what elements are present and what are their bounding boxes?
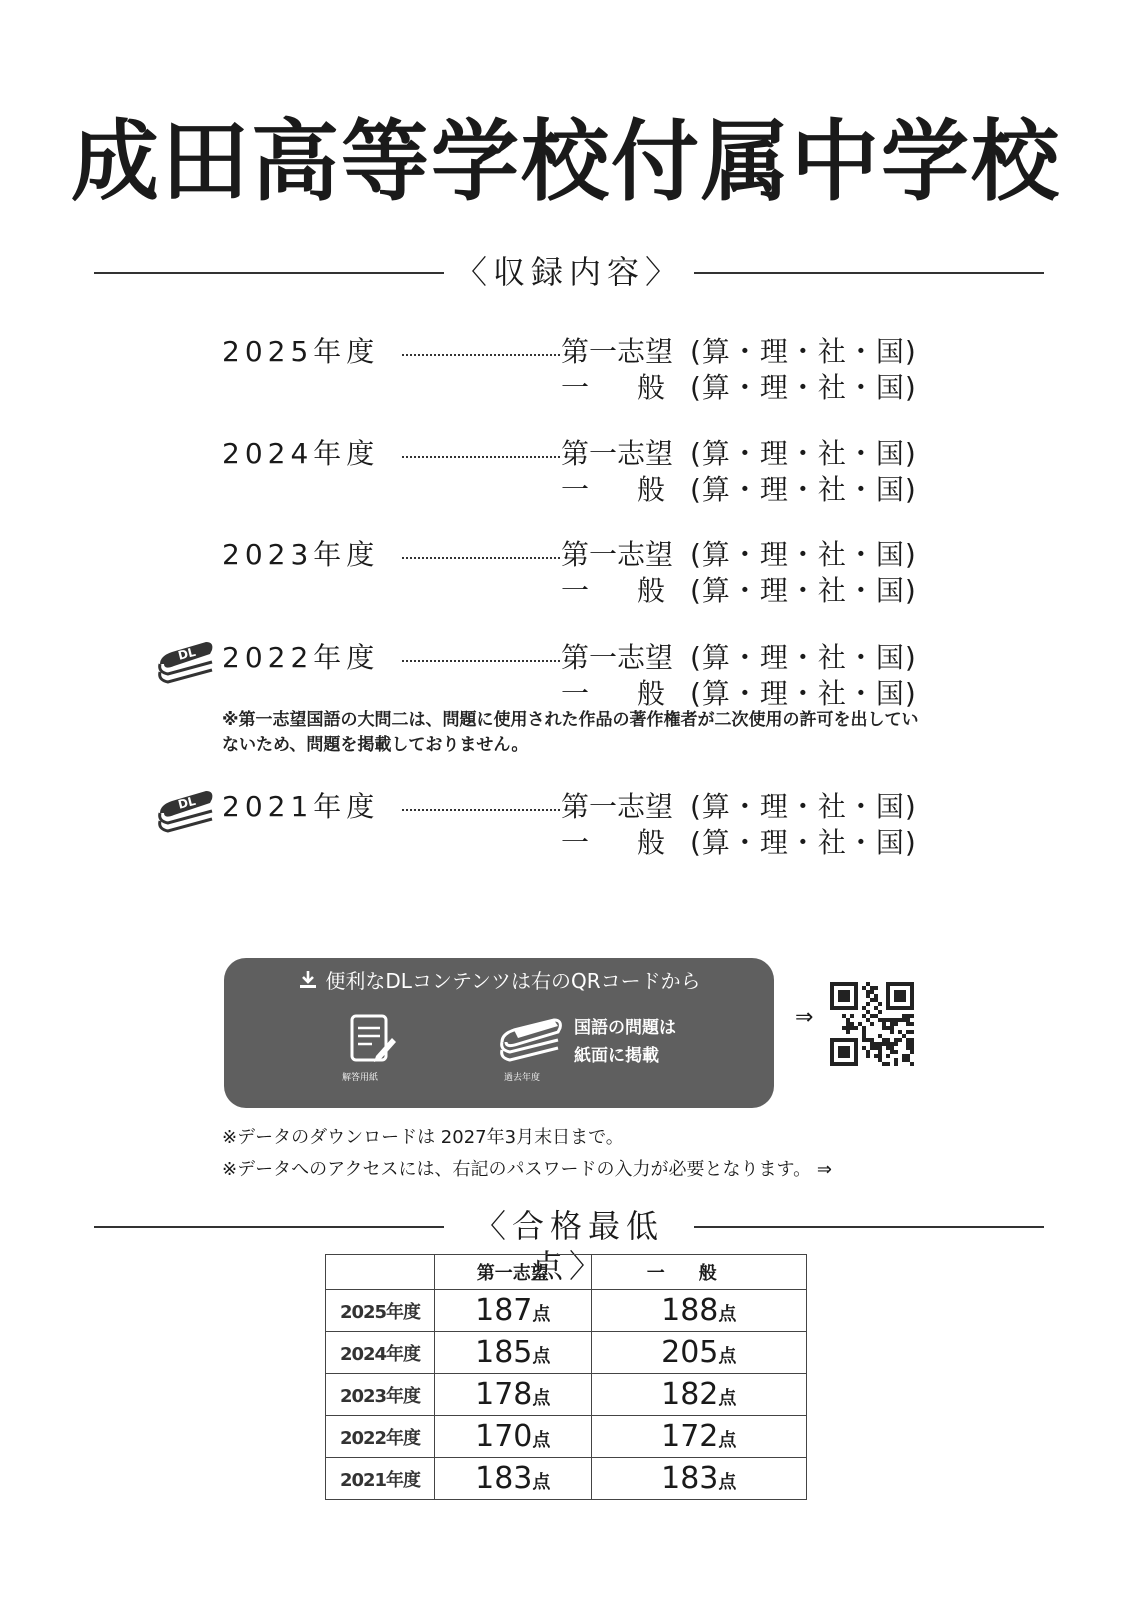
score-cell <box>435 1374 592 1416</box>
score-value: 185 <box>475 1335 533 1370</box>
score-unit: 点 <box>532 1304 551 1325</box>
table-header-cell <box>326 1255 435 1290</box>
answer-sheet-icon <box>346 1012 398 1068</box>
dl-badge-text: DL <box>176 793 198 812</box>
exam-name: 一般 <box>561 574 714 607</box>
table-row <box>326 1332 807 1374</box>
exam-name: 一般 <box>561 826 714 859</box>
score-value: 178 <box>475 1377 533 1412</box>
score-cell <box>591 1458 807 1500</box>
score-cell <box>591 1416 807 1458</box>
score-unit: 点 <box>718 1388 737 1409</box>
exam-name: 第一志望 <box>561 437 674 470</box>
score-cell <box>435 1332 592 1374</box>
year-label: 2021年度 <box>222 790 380 823</box>
note-2022: ※第一志望国語の大問二は、問題に使用された作品の著作権者が二次使用の許可を出していないため、問題を掲載しておりません。 <box>222 710 919 755</box>
exam-subjects: (算・理・社・国) <box>690 538 917 571</box>
table-row <box>326 1416 807 1458</box>
min-scores-table <box>325 1254 807 1500</box>
page-title: 成田高等学校付属中学校 <box>70 110 1061 213</box>
exam-row <box>0 334 1132 370</box>
contents-heading <box>94 252 1044 292</box>
score-unit: 点 <box>532 1472 551 1493</box>
exam-row <box>0 537 1132 573</box>
dl-box-note <box>574 1014 676 1070</box>
download-icon <box>297 969 319 991</box>
year-label: 2023年度 <box>222 538 380 571</box>
exam-row <box>0 676 1132 712</box>
year-label: 2025年度 <box>222 335 380 368</box>
year-label: 2022年度 <box>222 641 380 674</box>
table-row <box>326 1458 807 1500</box>
leader-dots <box>402 456 560 458</box>
score-unit: 点 <box>532 1388 551 1409</box>
exam-row <box>0 370 1132 406</box>
dl-badge-text: DL <box>176 644 198 663</box>
score-unit: 点 <box>532 1346 551 1367</box>
dl-content-box <box>224 958 774 1108</box>
score-value: 183 <box>475 1461 533 1496</box>
exam-row <box>0 573 1132 609</box>
year-cell: 2021年度 <box>326 1458 435 1500</box>
score-value: 172 <box>661 1419 719 1454</box>
exam-name: 一般 <box>561 473 714 506</box>
dl-box-heading <box>224 966 774 996</box>
score-cell <box>435 1458 592 1500</box>
qr-code[interactable] <box>830 982 914 1066</box>
exam-subjects: (算・理・社・国) <box>690 335 917 368</box>
scores-heading-label: 〈合格最低点〉 <box>473 1207 664 1285</box>
score-unit: 点 <box>718 1346 737 1367</box>
year-cell: 2024年度 <box>326 1332 435 1374</box>
score-cell <box>435 1290 592 1332</box>
dl-box-heading-text: 便利なDLコンテンツは右のQRコードから <box>325 969 701 993</box>
exam-row <box>0 640 1132 676</box>
exam-subjects: (算・理・社・国) <box>690 437 917 470</box>
score-unit: 点 <box>718 1304 737 1325</box>
exam-row <box>0 436 1132 472</box>
arrow-to-qr: ⇒ <box>795 1005 814 1030</box>
exam-name: 一般 <box>561 677 714 710</box>
year-cell: 2023年度 <box>326 1374 435 1416</box>
score-value: 170 <box>475 1419 533 1454</box>
divider <box>94 272 444 274</box>
leader-dots <box>402 809 560 811</box>
exam-name: 第一志望 <box>561 790 674 823</box>
dl-note-line: ※データのダウンロードは 2027年3月末日まで。 <box>222 1127 624 1148</box>
score-value: 182 <box>661 1377 719 1412</box>
score-cell <box>435 1416 592 1458</box>
exam-name: 第一志望 <box>561 335 674 368</box>
score-cell <box>591 1290 807 1332</box>
divider <box>694 272 1044 274</box>
exam-subjects: (算・理・社・国) <box>690 473 917 506</box>
score-value: 188 <box>661 1293 719 1328</box>
score-unit: 点 <box>718 1430 737 1451</box>
dl-box-note-line: 国語の問題は <box>574 1018 676 1038</box>
exam-subjects: (算・理・社・国) <box>690 790 917 823</box>
exam-name: 第一志望 <box>561 641 674 674</box>
table-header-cell: 一般 <box>591 1255 807 1290</box>
score-unit: 点 <box>718 1472 737 1493</box>
books-icon <box>496 1012 566 1066</box>
score-value: 187 <box>475 1293 533 1328</box>
exam-row <box>0 825 1132 861</box>
table-header-row <box>326 1255 807 1290</box>
exam-name: 第一志望 <box>561 538 674 571</box>
score-unit: 点 <box>532 1430 551 1451</box>
exam-subjects: (算・理・社・国) <box>690 574 917 607</box>
exam-row <box>0 472 1132 508</box>
score-value: 205 <box>661 1335 719 1370</box>
exam-row <box>0 789 1132 825</box>
divider <box>694 1226 1044 1228</box>
leader-dots <box>402 660 560 662</box>
divider <box>94 1226 444 1228</box>
exam-subjects: (算・理・社・国) <box>690 641 917 674</box>
leader-dots <box>402 354 560 356</box>
score-value: 183 <box>661 1461 719 1496</box>
past-years-caption: 過去年度 <box>504 1073 541 1083</box>
answer-sheet-caption: 解答用紙 <box>342 1073 379 1083</box>
table-header-cell: 第一志望 <box>435 1255 592 1290</box>
year-label: 2024年度 <box>222 437 380 470</box>
score-cell <box>591 1374 807 1416</box>
leader-dots <box>402 557 560 559</box>
table-row <box>326 1374 807 1416</box>
score-cell <box>591 1332 807 1374</box>
dl-box-note-line: 紙面に掲載 <box>574 1046 659 1066</box>
contents-heading-label: 〈収録内容〉 <box>454 253 683 291</box>
table-row <box>326 1290 807 1332</box>
year-cell: 2025年度 <box>326 1290 435 1332</box>
exam-subjects: (算・理・社・国) <box>690 371 917 404</box>
dl-note-line: ※データへのアクセスには、右記のパスワードの入力が必要となります。 ⇒ <box>222 1159 832 1180</box>
year-cell: 2022年度 <box>326 1416 435 1458</box>
exam-subjects: (算・理・社・国) <box>690 826 917 859</box>
exam-subjects: (算・理・社・国) <box>690 677 917 710</box>
exam-name: 一般 <box>561 371 714 404</box>
